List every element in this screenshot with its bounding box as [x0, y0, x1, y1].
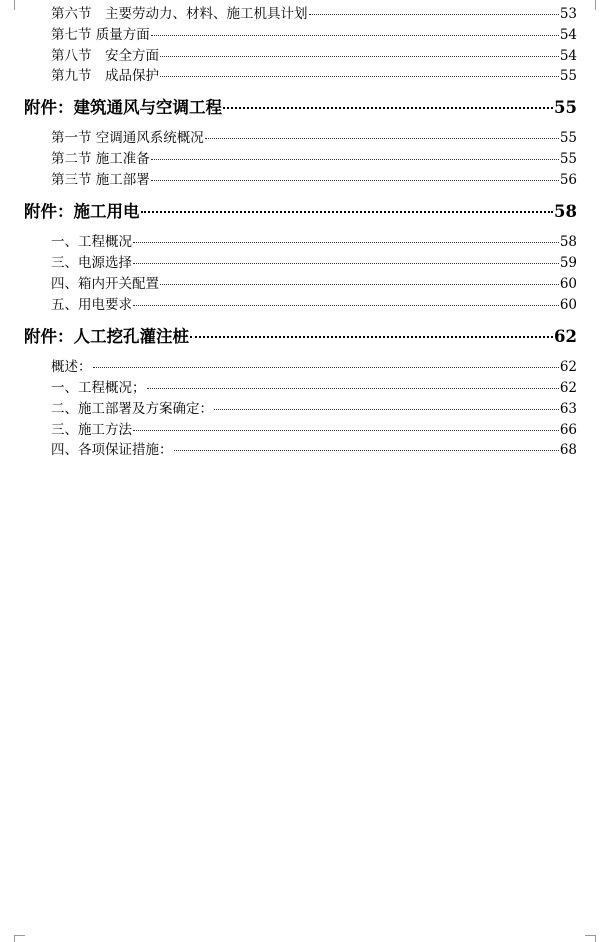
toc-page-number: 55 — [559, 68, 577, 84]
toc-entry-label: 三、施工方法 — [51, 422, 132, 438]
toc-entry-label: 第九节 成品保护 — [51, 68, 159, 84]
page-corner-mark — [585, 0, 596, 10]
toc-entry-label: 五、用电要求 — [51, 297, 132, 313]
toc-entry[interactable] — [51, 171, 577, 189]
toc-page-number: 55 — [559, 130, 577, 146]
toc-entry[interactable] — [51, 254, 577, 272]
page-corner-mark — [585, 935, 596, 942]
toc-leader-dots — [133, 430, 559, 431]
toc-entry-label: 一、工程概况； — [51, 380, 146, 396]
toc-page-number: 68 — [559, 442, 577, 458]
toc-page-number: 55 — [554, 98, 577, 117]
toc-page-number: 60 — [559, 297, 577, 313]
toc-entry[interactable] — [51, 129, 577, 147]
toc-entry[interactable] — [51, 400, 577, 418]
toc-entry-label: 概述： — [51, 359, 92, 375]
toc-leader-dots — [205, 138, 559, 139]
toc-entry-label: 第六节 主要劳动力、材料、施工机具计划 — [51, 6, 308, 22]
toc-page-number: 56 — [559, 172, 577, 188]
page-corner-mark — [14, 0, 25, 10]
toc-entry-label: 第二节 施工准备 — [51, 151, 150, 167]
toc-leader-dots — [133, 305, 559, 306]
toc-page-number: 63 — [559, 401, 577, 417]
toc-entry-label: 第七节 质量方面 — [51, 27, 150, 43]
toc-entry-label: 一、工程概况 — [51, 234, 132, 250]
toc-leader-dots — [309, 14, 559, 15]
toc-section-label: 附件：施工用电 — [24, 202, 140, 221]
toc-page-number: 54 — [559, 27, 577, 43]
toc-page-number: 58 — [559, 234, 577, 250]
toc-section-heading[interactable] — [24, 200, 577, 224]
toc-section-heading[interactable] — [24, 96, 577, 120]
toc-page-number: 58 — [554, 202, 577, 221]
toc-entry-label: 二、施工部署及方案确定： — [51, 401, 213, 417]
toc-page-number: 54 — [559, 48, 577, 64]
toc-entry-label: 三、电源选择 — [51, 255, 132, 271]
toc-leader-dots — [151, 180, 559, 181]
toc-leader-dots — [160, 76, 559, 77]
toc-leader-dots — [141, 211, 554, 213]
page-corner-mark — [14, 935, 25, 942]
toc-leader-dots — [151, 35, 559, 36]
toc-entry-label: 第三节 施工部署 — [51, 172, 150, 188]
toc-page-number: 62 — [559, 359, 577, 375]
toc-page-number: 55 — [559, 151, 577, 167]
toc-leader-dots — [190, 336, 553, 338]
toc-entry[interactable] — [51, 379, 577, 397]
toc-section-label: 附件：人工挖孔灌注桩 — [24, 327, 189, 346]
toc-entry-label: 第八节 安全方面 — [51, 48, 159, 64]
toc-leader-dots — [223, 107, 553, 109]
toc-entry[interactable] — [51, 421, 577, 439]
toc-entry[interactable] — [51, 296, 577, 314]
toc-leader-dots — [151, 159, 559, 160]
toc-leader-dots — [147, 388, 559, 389]
toc-leader-dots — [214, 409, 559, 410]
toc-page-number: 60 — [559, 276, 577, 292]
toc-entry-label: 四、各项保证措施： — [51, 442, 173, 458]
toc-entry-label: 四、箱内开关配置 — [51, 276, 159, 292]
toc-section-label: 附件：建筑通风与空调工程 — [24, 98, 222, 117]
toc-leader-dots — [160, 284, 559, 285]
toc-page-number: 66 — [559, 422, 577, 438]
toc-leader-dots — [160, 56, 559, 57]
toc-entry[interactable] — [51, 233, 577, 251]
toc-page-number: 53 — [559, 6, 577, 22]
toc-entry[interactable] — [51, 47, 577, 65]
toc-leader-dots — [93, 367, 559, 368]
toc-entry[interactable] — [51, 358, 577, 376]
toc-entry[interactable] — [51, 5, 577, 23]
toc-entry[interactable] — [51, 441, 577, 459]
toc-page-number: 62 — [559, 380, 577, 396]
toc-entry[interactable] — [51, 275, 577, 293]
toc-section-heading[interactable] — [24, 325, 577, 349]
toc-leader-dots — [174, 450, 559, 451]
toc-entry[interactable] — [51, 150, 577, 168]
toc-entry[interactable] — [51, 67, 577, 85]
toc-leader-dots — [133, 263, 559, 264]
toc-page-number: 59 — [559, 255, 577, 271]
toc-leader-dots — [133, 242, 559, 243]
toc-entry-label: 第一节 空调通风系统概况 — [51, 130, 204, 146]
toc-entry[interactable] — [51, 26, 577, 44]
toc-page-number: 62 — [554, 327, 577, 346]
